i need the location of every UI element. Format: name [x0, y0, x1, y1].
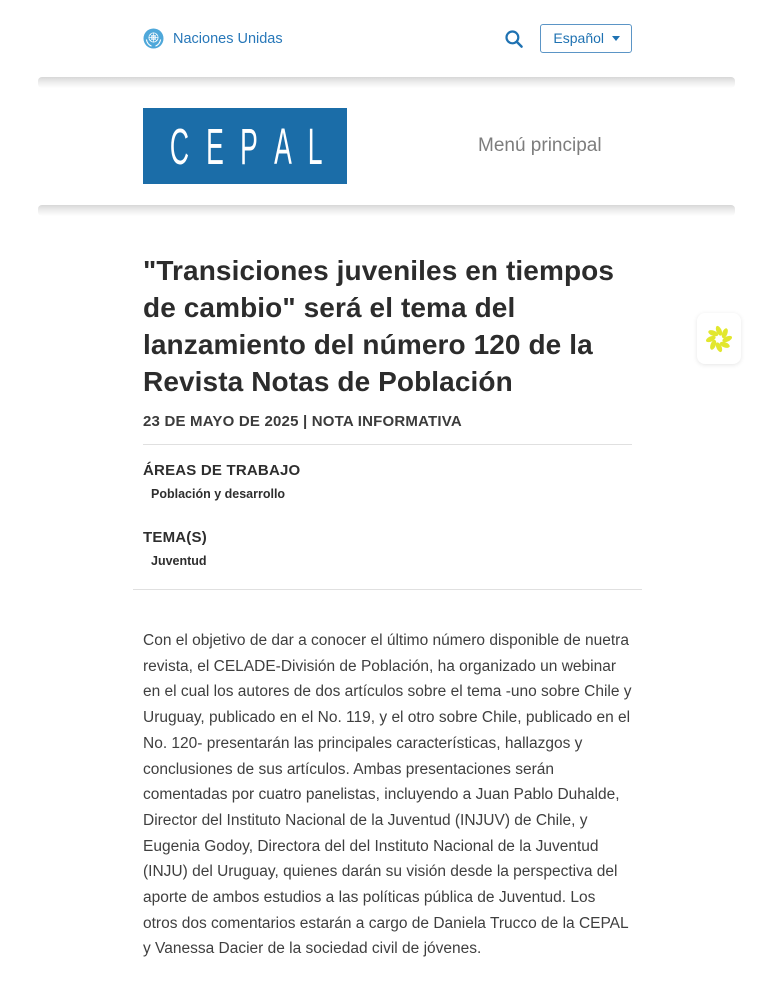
top-utility-bar [0, 0, 773, 77]
topic-link[interactable]: Juventud [151, 554, 207, 568]
language-selector[interactable] [540, 24, 632, 53]
accessibility-pinwheel-icon [704, 324, 734, 354]
main-menu-button[interactable]: Menú principal [478, 135, 602, 156]
cepal-logo[interactable] [143, 108, 347, 184]
section-divider [133, 589, 642, 590]
un-emblem-icon [143, 28, 164, 49]
article-meta-line [143, 413, 632, 430]
un-home-link[interactable] [143, 28, 283, 49]
work-area-link[interactable]: Población y desarrollo [151, 487, 286, 501]
article-type-badge: NOTA INFORMATIVA [311, 413, 462, 430]
search-button[interactable] [504, 29, 524, 49]
chevron-down-icon [612, 36, 620, 41]
header-shadow-divider-bottom [38, 205, 735, 216]
topbar-right-group [504, 24, 632, 53]
article-date: 23 DE MAYO DE 2025 [143, 413, 299, 430]
accessibility-widget-button[interactable] [697, 313, 741, 364]
meta-divider [143, 444, 632, 445]
meta-separator: | [298, 413, 312, 430]
un-brand-label: Naciones Unidas [173, 30, 283, 47]
cepal-logo-letters: C E P A L [169, 117, 323, 175]
language-selected-label: Español [553, 30, 604, 46]
header-shadow-divider-top [38, 77, 735, 88]
page-title: "Transiciones juveniles en tiempos de cambio" será el tema del lanzamiento del número 120 de la Revista Notas de Población [143, 255, 615, 397]
article-body-paragraph: Con el objetivo de dar a conocer el último número disponible de nuetra revista, el CELADE-División de Población, ha organizado un webinar en el cual los autores de dos artículos sobre el tema -uno sobre Chile y Uruguay, publicado en el No. 119, y el otro sobre Chile, publicado en el No. 120- presentarán las principales características, hallazgos y conclusiones de sus artículos. Ambas presentaciones serán comentadas por cuatro panelistas, incluyendo a Juan Pablo Duhalde, Director del Instituto Nacional de la Juventud (INJUV) de Chile, y Eugenia Godoy, Directora del del Instituto Nacional de la Juventud (INJU) del Uruguay, quienes darán su visión desde la perspectiva del aporte de ambos estudios a las políticas pública de Juventud. Los otros dos comentarios estarán a cargo de Daniela Trucco de la CEPAL y Vanessa Dacier de la sociedad civil de jóvenes. [143, 632, 632, 958]
top-utility-bar-inner [143, 0, 632, 77]
search-icon [504, 29, 524, 49]
work-areas-label: ÁREAS DE TRABAJO [143, 462, 301, 479]
site-header [38, 88, 735, 205]
article-content [143, 252, 632, 962]
topics-label: TEMA(S) [143, 529, 207, 546]
